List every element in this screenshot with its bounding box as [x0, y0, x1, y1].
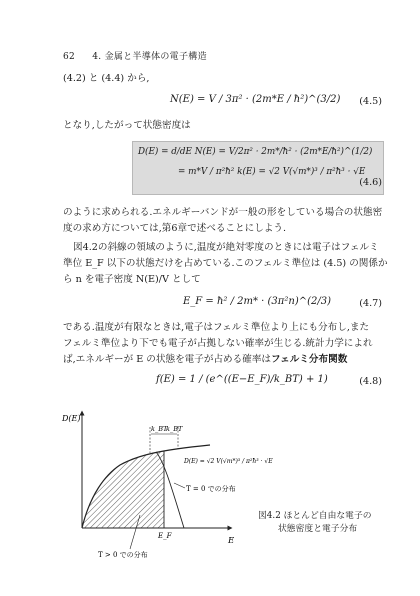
figure-caption: [258, 510, 372, 536]
equation-4-5: [0, 92, 382, 112]
text-line: 度の求め方については,第6章で述べることにしよう.: [63, 223, 287, 234]
equation-number: (4.8): [359, 376, 382, 387]
paragraph-fermi-level: [63, 240, 393, 288]
kbt-label-left: k_BT: [151, 425, 168, 433]
equation-4-7: [0, 294, 382, 314]
paragraph-intro: [63, 71, 149, 87]
text-line: 図4.2の斜線の領域のように,温度が絶対零度のときには電子はフェルミ: [73, 242, 379, 253]
y-axis-label: D(E): [62, 414, 81, 423]
text-line: 準位 E_F 以下の状態だけを占めている.このフェルミ準位は (4.5) の関係か: [63, 258, 388, 269]
equation-4-6: [138, 147, 382, 177]
caption-line: 図4.2 ほとんど自由な電子の: [258, 511, 372, 521]
equation-body: E_F = ħ² / 2m* · (3π²n)^(2/3): [183, 296, 331, 307]
chapter-title: 4. 金属と半導体の電子構造: [92, 52, 207, 62]
text-line: [63, 352, 393, 368]
paragraph-dos: [63, 118, 191, 134]
running-header: [63, 49, 207, 62]
occupied-region-hatch: [82, 451, 164, 528]
paragraph-finite-temperature: [63, 320, 393, 368]
figure-4-2: [60, 405, 310, 565]
equation-body: N(E) = V / 3π² · (2m*E / ħ²)^(3/2): [170, 94, 341, 105]
equation-row: D(E) = d/dE N(E) = V/2π² · 2m*/ħ² · (2m*E/ħ²)^(1/2): [138, 147, 373, 157]
text-line: のように求められる.エネルギーバンドが一般の形をしている場合の状態密: [63, 207, 383, 218]
text-line: ら n を電子密度 N(E)/V として: [63, 274, 201, 285]
paragraph-general-band: [63, 205, 393, 237]
text-span: ば,エネルギーが E の状態を電子が占める確率は: [63, 354, 272, 365]
equation-body: f(E) = 1 / (e^((E−E_F)/k_BT) + 1): [156, 374, 328, 385]
tpos-label: T > 0 での分布: [98, 551, 148, 559]
caption-line: 状態密度と電子分布: [278, 524, 358, 534]
equation-number: (4.6): [359, 177, 382, 188]
text-line: (4.2) と (4.4) から,: [63, 73, 150, 84]
text-line: となり,したがって状態密度は: [63, 120, 191, 131]
equation-row: = m*V / π²ħ² k(E) = √2 V(√m*)³ / π²ħ³ · √E: [178, 167, 366, 177]
equation-number: (4.7): [359, 298, 382, 309]
dos-curve-label: D(E) = √2 V(√m*)³ / π²ħ³ · √E: [184, 458, 273, 465]
text-line: である.温度が有限なときは,電子はフェルミ準位より上にも分布し,また: [63, 322, 370, 333]
page-number: 62: [63, 52, 76, 62]
term-fermi-distribution: フェルミ分布関数: [271, 354, 348, 365]
equation-4-8: [0, 372, 382, 392]
equation-number: (4.5): [359, 96, 382, 107]
kbt-label-right: k_BT: [166, 425, 183, 433]
text-line: フェルミ準位より下でも電子が占拠しない確率が生じる.統計力学によれ: [63, 338, 373, 349]
t0-label: T = 0 での分布: [186, 485, 236, 493]
fermi-level-label: E_F: [158, 532, 172, 540]
t0-leader: [174, 483, 185, 488]
x-axis-label: E: [228, 536, 235, 546]
